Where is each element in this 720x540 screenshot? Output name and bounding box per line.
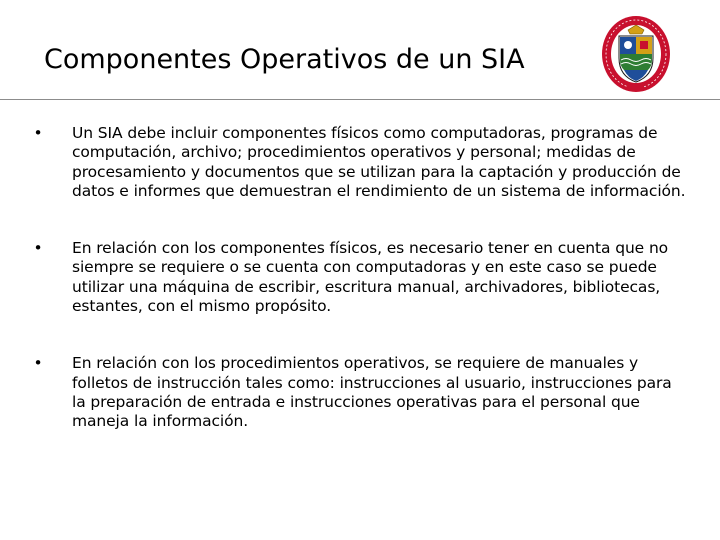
bullet-item (28, 354, 688, 431)
bullet-text: Un SIA debe incluir componentes físicos como computadoras, programas de computación, archivo; procedimientos operativos y personal; medidas de procesamiento y documentos que se utilizan para la captación y producción de datos e informes que demuestran el rendimiento de un sistema de información. (72, 124, 686, 200)
bullet-text: En relación con los componentes físicos, es necesario tener en cuenta que no siempre se requiere o se cuenta con computadoras y en este caso se puede utilizar una máquina de escribir, escritura manual, archivadores, bibliotecas, estantes, con el mismo propósito. (72, 239, 669, 316)
bullet-text: En relación con los procedimientos operativos, se requiere de manuales y folletos de instrucción tales como: instrucciones al usuario, instrucciones para la preparación de entrada e instrucciones operativas para el personal que maneja la información. (72, 354, 672, 431)
title-divider (0, 99, 720, 100)
university-seal-icon (600, 14, 672, 98)
bullet-dot: • (33, 354, 43, 373)
bullet-dot: • (33, 124, 43, 142)
bullet-list (28, 124, 688, 432)
bullet-dot: • (33, 239, 43, 258)
slide-title: Componentes Operativos de un SIA (44, 44, 525, 75)
bullet-item (28, 124, 688, 201)
bullet-item (28, 239, 688, 316)
